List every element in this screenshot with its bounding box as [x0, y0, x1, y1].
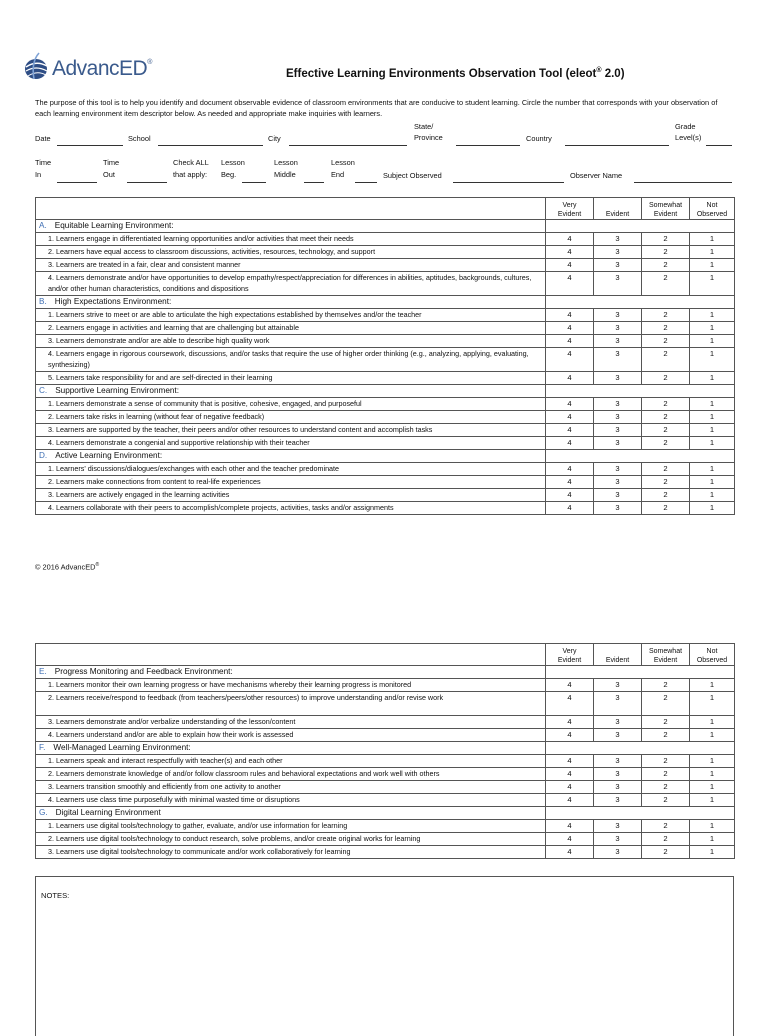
table-row: 3. Learners demonstrate and/or verbalize understanding of the lesson/content 4 3 2 1	[36, 716, 735, 729]
header-very-evident: Very Evident	[546, 644, 594, 666]
score-4[interactable]: 4	[546, 372, 594, 385]
score-2[interactable]: 2	[642, 322, 690, 335]
table-row: 3. Learners are treated in a fair, clear and consistent manner 4 3 2 1	[36, 259, 735, 272]
score-4[interactable]: 4	[546, 424, 594, 437]
score-1[interactable]: 1	[690, 335, 735, 348]
score-1[interactable]: 1	[690, 755, 735, 768]
table-row: 1. Learners demonstrate a sense of community that is positive, cohesive, engaged, and purposeful 4 3 2 1	[36, 398, 735, 411]
time-out-label-bottom: Out	[103, 170, 115, 179]
section-letter: F.	[39, 743, 46, 752]
copyright-text: © 2016 AdvancED®	[35, 562, 100, 572]
section-header-a	[36, 220, 735, 233]
score-2[interactable]: 2	[642, 820, 690, 833]
lesson-end-field[interactable]	[355, 182, 377, 183]
score-2[interactable]: 2	[642, 679, 690, 692]
school-label: School	[128, 134, 151, 143]
score-2[interactable]: 2	[642, 437, 690, 450]
score-4[interactable]: 4	[546, 679, 594, 692]
observation-table-page-2	[35, 643, 735, 859]
score-1[interactable]: 1	[690, 833, 735, 846]
score-2[interactable]: 2	[642, 272, 690, 296]
score-2[interactable]: 2	[642, 233, 690, 246]
time-in-label-bottom: In	[35, 170, 42, 179]
score-3[interactable]: 3	[594, 246, 642, 259]
section-letter: D.	[39, 451, 48, 460]
score-1[interactable]: 1	[690, 424, 735, 437]
score-3[interactable]: 3	[594, 833, 642, 846]
score-1[interactable]: 1	[690, 820, 735, 833]
score-2[interactable]: 2	[642, 755, 690, 768]
score-4[interactable]: 4	[546, 259, 594, 272]
score-4[interactable]: 4	[546, 322, 594, 335]
score-1[interactable]: 1	[690, 476, 735, 489]
score-2[interactable]: 2	[642, 309, 690, 322]
score-3[interactable]: 3	[594, 372, 642, 385]
score-4[interactable]: 4	[546, 768, 594, 781]
score-1[interactable]: 1	[690, 768, 735, 781]
score-3[interactable]: 3	[594, 322, 642, 335]
table-row: 2. Learners have equal access to classroom discussions, activities, resources, technology, and support 4 3 2 1	[36, 246, 735, 259]
header-somewhat-evident: Somewhat Evident	[642, 644, 690, 666]
date-field[interactable]	[57, 145, 123, 146]
score-2[interactable]: 2	[642, 476, 690, 489]
score-2[interactable]: 2	[642, 259, 690, 272]
score-4[interactable]: 4	[546, 729, 594, 742]
score-2[interactable]: 2	[642, 411, 690, 424]
lesson-end-label-bottom: End	[331, 170, 345, 179]
table-row: 4. Learners engage in rigorous coursework, discussions, and/or tasks that require the use of higher order thinking (e.g., analyzing, applying, evaluating, synthesizing) 4 3 2 1	[36, 348, 735, 372]
score-4[interactable]: 4	[546, 411, 594, 424]
table-row: 3. Learners transition smoothly and efficiently from one activity to another 4 3 2 1	[36, 781, 735, 794]
time-out-label-top: Time	[103, 158, 120, 167]
lesson-beg-label-top: Lesson	[221, 158, 245, 167]
score-3[interactable]: 3	[594, 463, 642, 476]
score-3[interactable]: 3	[594, 335, 642, 348]
table-row: 2. Learners make connections from content to real-life experiences 4 3 2 1	[36, 476, 735, 489]
score-2[interactable]: 2	[642, 781, 690, 794]
score-4[interactable]: 4	[546, 755, 594, 768]
grade-field[interactable]	[706, 145, 732, 146]
brand-name: AdvancED®	[52, 57, 152, 80]
section-title: Well-Managed Learning Environment:	[53, 743, 191, 752]
score-4[interactable]: 4	[546, 476, 594, 489]
subject-label: Subject Observed	[383, 171, 442, 180]
score-2[interactable]: 2	[642, 463, 690, 476]
score-4[interactable]: 4	[546, 716, 594, 729]
section-letter: B.	[39, 297, 47, 306]
table-row: 4. Learners use class time purposefully with minimal wasted time or disruptions 4 3 2 1	[36, 794, 735, 807]
score-4[interactable]: 4	[546, 335, 594, 348]
score-3[interactable]: 3	[594, 755, 642, 768]
city-field[interactable]	[289, 145, 407, 146]
score-1[interactable]: 1	[690, 411, 735, 424]
table-row: 1. Learners' discussions/dialogues/exchanges with each other and the teacher predominate 4 3 2 1	[36, 463, 735, 476]
score-1[interactable]: 1	[690, 679, 735, 692]
country-field[interactable]	[565, 145, 669, 146]
score-4[interactable]: 4	[546, 794, 594, 807]
table-row: 2. Learners engage in activities and learning that are challenging but attainable 4 3 2 1	[36, 322, 735, 335]
score-1[interactable]: 1	[690, 348, 735, 372]
header-not-observed: Not Observed	[690, 644, 735, 666]
country-label: Country	[526, 134, 552, 143]
score-3[interactable]: 3	[594, 489, 642, 502]
observer-label: Observer Name	[570, 171, 623, 180]
score-3[interactable]: 3	[594, 794, 642, 807]
score-1[interactable]: 1	[690, 781, 735, 794]
date-label: Date	[35, 134, 51, 143]
score-4[interactable]: 4	[546, 437, 594, 450]
lesson-end-label-top: Lesson	[331, 158, 355, 167]
score-2[interactable]: 2	[642, 833, 690, 846]
score-1[interactable]: 1	[690, 309, 735, 322]
advanced-logo	[22, 48, 162, 90]
subject-field[interactable]	[453, 182, 564, 183]
table-row: 1. Learners speak and interact respectfully with teacher(s) and each other 4 3 2 1	[36, 755, 735, 768]
score-1[interactable]: 1	[690, 437, 735, 450]
score-3[interactable]: 3	[594, 781, 642, 794]
grade-label-top: Grade	[675, 122, 696, 131]
section-header-g	[36, 807, 735, 820]
score-4[interactable]: 4	[546, 692, 594, 716]
score-2[interactable]: 2	[642, 794, 690, 807]
score-1[interactable]: 1	[690, 489, 735, 502]
header-blank	[36, 198, 546, 220]
table-row: 1. Learners strive to meet or are able to articulate the high expectations established by themselves and/or the teacher 4 3 2 1	[36, 309, 735, 322]
table-row: 1. Learners monitor their own learning progress or have mechanisms whereby their learning progress is monitored 4 3 2 1	[36, 679, 735, 692]
school-field[interactable]	[158, 145, 263, 146]
section-header-f	[36, 742, 735, 755]
score-3[interactable]: 3	[594, 259, 642, 272]
section-title: Active Learning Environment:	[55, 451, 163, 460]
state-label-bottom: Province	[414, 133, 443, 142]
table-row: 3. Learners are actively engaged in the learning activities 4 3 2 1	[36, 489, 735, 502]
page-title: Effective Learning Environments Observation Tool (eleot® 2.0)	[286, 67, 625, 80]
score-1[interactable]: 1	[690, 692, 735, 716]
score-2[interactable]: 2	[642, 489, 690, 502]
score-3[interactable]: 3	[594, 502, 642, 515]
score-3[interactable]: 3	[594, 398, 642, 411]
state-field[interactable]	[456, 145, 520, 146]
score-2[interactable]: 2	[642, 846, 690, 859]
score-2[interactable]: 2	[642, 372, 690, 385]
score-4[interactable]: 4	[546, 463, 594, 476]
score-3[interactable]: 3	[594, 309, 642, 322]
table-row: 2. Learners use digital tools/technology to conduct research, solve problems, and/or create original works for learning 4 3 2 1	[36, 833, 735, 846]
score-3[interactable]: 3	[594, 679, 642, 692]
score-3[interactable]: 3	[594, 820, 642, 833]
score-2[interactable]: 2	[642, 716, 690, 729]
section-title: Supportive Learning Environment:	[55, 386, 179, 395]
section-header-b	[36, 296, 735, 309]
section-title: Equitable Learning Environment:	[54, 221, 174, 230]
score-4[interactable]: 4	[546, 309, 594, 322]
score-1[interactable]: 1	[690, 322, 735, 335]
score-1[interactable]: 1	[690, 398, 735, 411]
score-1[interactable]: 1	[690, 846, 735, 859]
observation-table-page-1	[35, 197, 735, 515]
section-letter: A.	[39, 221, 47, 230]
table-row: 3. Learners are supported by the teacher, their peers and/or other resources to understand content and accomplish tasks 4 3 2 1	[36, 424, 735, 437]
table-row: 4. Learners collaborate with their peers to accomplish/complete projects, activities, tasks and/or assignments 4 3 2 1	[36, 502, 735, 515]
score-3[interactable]: 3	[594, 424, 642, 437]
score-2[interactable]: 2	[642, 424, 690, 437]
section-title: High Expectations Environment:	[54, 297, 172, 306]
score-1[interactable]: 1	[690, 502, 735, 515]
score-4[interactable]: 4	[546, 398, 594, 411]
score-4[interactable]: 4	[546, 233, 594, 246]
table-row: 1. Learners engage in differentiated learning opportunities and/or activities that meet their needs 4 3 2 1	[36, 233, 735, 246]
score-1[interactable]: 1	[690, 272, 735, 296]
table-row: 2. Learners demonstrate knowledge of and/or follow classroom rules and behavioral expectations and work well with others 4 3 2 1	[36, 768, 735, 781]
score-1[interactable]: 1	[690, 716, 735, 729]
column-header-row	[36, 198, 735, 220]
score-3[interactable]: 3	[594, 233, 642, 246]
table-row: 2. Learners take risks in learning (without fear of negative feedback) 4 3 2 1	[36, 411, 735, 424]
score-1[interactable]: 1	[690, 372, 735, 385]
score-2[interactable]: 2	[642, 502, 690, 515]
state-label-top: State/	[414, 122, 434, 131]
lesson-beg-field[interactable]	[242, 182, 266, 183]
table-row: 3. Learners use digital tools/technology to communicate and/or work collaboratively for learning 4 3 2 1	[36, 846, 735, 859]
header-very-evident: Very Evident	[546, 198, 594, 220]
time-in-field[interactable]	[57, 182, 97, 183]
section-header-c	[36, 385, 735, 398]
globe-logo-icon	[22, 52, 52, 82]
check-all-label-bottom: that apply:	[173, 170, 208, 179]
score-1[interactable]: 1	[690, 463, 735, 476]
header-evident: Evident	[594, 198, 642, 220]
table-row: 4. Learners demonstrate a congenial and supportive relationship with their teacher 4 3 2 1	[36, 437, 735, 450]
section-letter: G.	[39, 808, 48, 817]
table-row: 5. Learners take responsibility for and are self-directed in their learning 4 3 2 1	[36, 372, 735, 385]
score-4[interactable]: 4	[546, 846, 594, 859]
lesson-middle-label-bottom: Middle	[274, 170, 296, 179]
score-4[interactable]: 4	[546, 246, 594, 259]
score-2[interactable]: 2	[642, 246, 690, 259]
check-all-label-top: Check ALL	[173, 158, 209, 167]
header-evident: Evident	[594, 644, 642, 666]
score-3[interactable]: 3	[594, 348, 642, 372]
score-4[interactable]: 4	[546, 833, 594, 846]
score-4[interactable]: 4	[546, 272, 594, 296]
score-1[interactable]: 1	[690, 259, 735, 272]
notes-area[interactable]	[35, 876, 734, 1036]
header-blank	[36, 644, 546, 666]
score-3[interactable]: 3	[594, 476, 642, 489]
score-3[interactable]: 3	[594, 846, 642, 859]
observer-field[interactable]	[634, 182, 732, 183]
score-2[interactable]: 2	[642, 348, 690, 372]
section-title: Digital Learning Environment	[55, 808, 161, 817]
time-in-label-top: Time	[35, 158, 52, 167]
score-3[interactable]: 3	[594, 437, 642, 450]
score-2[interactable]: 2	[642, 692, 690, 716]
score-2[interactable]: 2	[642, 398, 690, 411]
grade-label-bottom: Level(s)	[675, 133, 702, 142]
score-4[interactable]: 4	[546, 502, 594, 515]
score-1[interactable]: 1	[690, 233, 735, 246]
score-2[interactable]: 2	[642, 335, 690, 348]
header-not-observed: Not Observed	[690, 198, 735, 220]
section-letter: C.	[39, 386, 48, 395]
score-1[interactable]: 1	[690, 729, 735, 742]
table-row: 3. Learners demonstrate and/or are able to describe high quality work 4 3 2 1	[36, 335, 735, 348]
table-row: 4. Learners understand and/or are able to explain how their work is assessed 4 3 2 1	[36, 729, 735, 742]
score-3[interactable]: 3	[594, 272, 642, 296]
score-4[interactable]: 4	[546, 820, 594, 833]
table-row: 1. Learners use digital tools/technology to gather, evaluate, and/or use information for learning 4 3 2 1	[36, 820, 735, 833]
score-4[interactable]: 4	[546, 348, 594, 372]
score-3[interactable]: 3	[594, 716, 642, 729]
section-letter: E.	[39, 667, 47, 676]
score-3[interactable]: 3	[594, 692, 642, 716]
notes-label: NOTES:	[41, 891, 70, 900]
lesson-middle-field[interactable]	[304, 182, 324, 183]
score-1[interactable]: 1	[690, 794, 735, 807]
lesson-beg-label-bottom: Beg.	[221, 170, 237, 179]
score-4[interactable]: 4	[546, 489, 594, 502]
score-4[interactable]: 4	[546, 781, 594, 794]
score-1[interactable]: 1	[690, 246, 735, 259]
purpose-text: The purpose of this tool is to help you identify and document observable evidence of classroom environments that are conducive to student learning. Circle the number that corresponds with your observation of each learning environment item descriptor below. As needed and appropriate make inquiries with learners.	[35, 98, 718, 118]
score-3[interactable]: 3	[594, 411, 642, 424]
section-title: Progress Monitoring and Feedback Environment:	[54, 667, 233, 676]
score-2[interactable]: 2	[642, 768, 690, 781]
score-2[interactable]: 2	[642, 729, 690, 742]
column-header-row	[36, 644, 735, 666]
table-row: 4. Learners demonstrate and/or have opportunities to develop empathy/respect/appreciation for differences in abilities, aptitudes, backgrounds, cultures, and/or other human characteristics, conditions and dispositions 4 3 2 1	[36, 272, 735, 296]
header-somewhat-evident: Somewhat Evident	[642, 198, 690, 220]
time-out-field[interactable]	[127, 182, 167, 183]
lesson-middle-label-top: Lesson	[274, 158, 298, 167]
score-3[interactable]: 3	[594, 768, 642, 781]
score-3[interactable]: 3	[594, 729, 642, 742]
city-label: City	[268, 134, 281, 143]
section-header-d	[36, 450, 735, 463]
section-header-e	[36, 666, 735, 679]
table-row: 2. Learners receive/respond to feedback (from teachers/peers/other resources) to improve understanding and/or revise work 4 3 2 1	[36, 692, 735, 716]
